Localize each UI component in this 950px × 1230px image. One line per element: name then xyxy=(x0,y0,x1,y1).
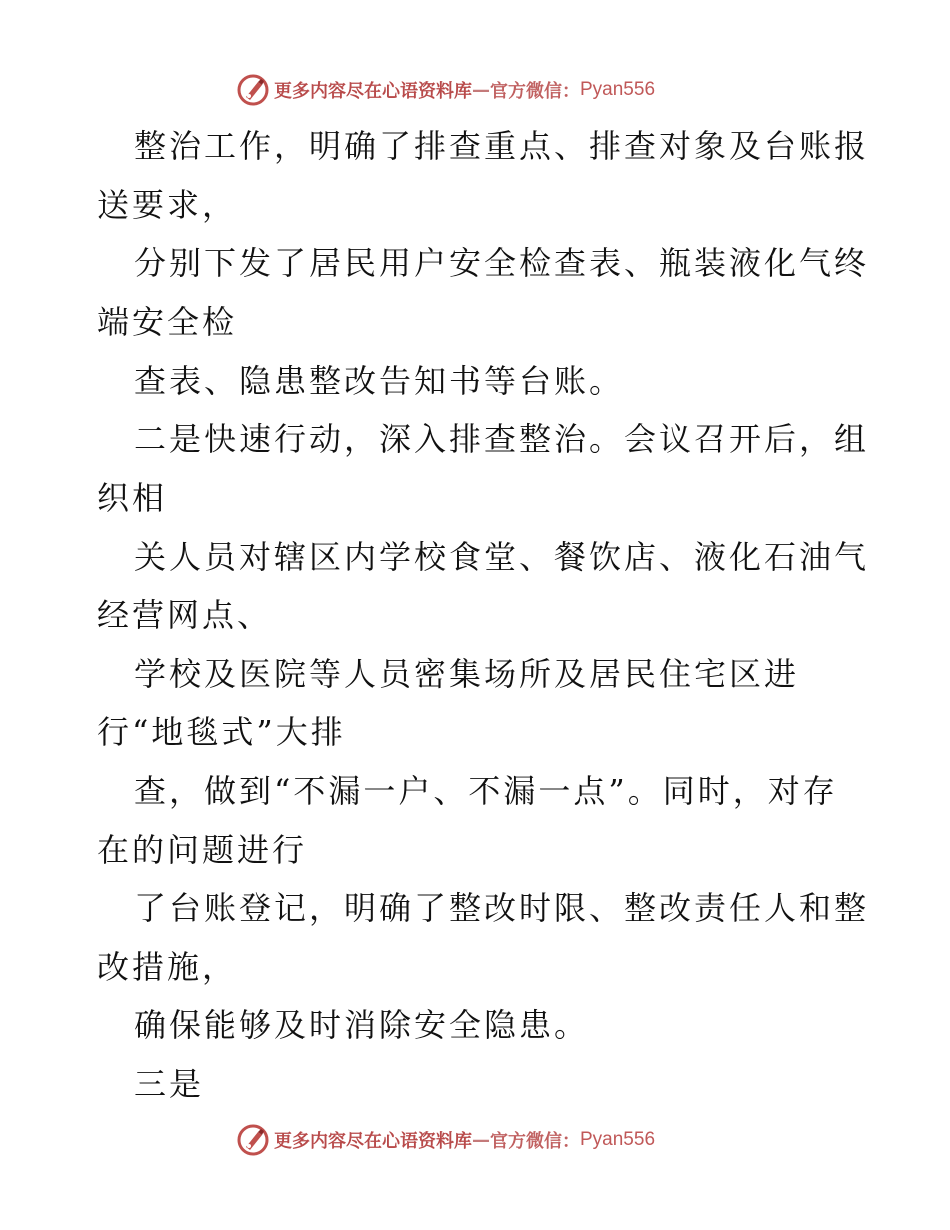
footer-site-text: 更多内容尽在心语资料库 xyxy=(274,1131,472,1152)
body-line: 在的问题进行 xyxy=(97,831,308,869)
body-line: 查表、隐患整改告知书等台账。 xyxy=(134,362,625,400)
body-line: 确保能够及时消除安全隐患。 xyxy=(134,1006,590,1044)
body-line: 了台账登记，明确了整改时限、整改责任人和整 xyxy=(134,889,870,927)
body-line: 分别下发了居民用户安全检查表、瓶装液化气终 xyxy=(134,244,870,282)
body-line: 二是快速行动，深入排查整治。会议召开后，组 xyxy=(134,420,870,458)
body-line: 关人员对辖区内学校食堂、餐饮店、液化石油气 xyxy=(134,538,870,576)
body-line: 整治工作，明确了排查重点、排查对象及台账报 xyxy=(134,127,870,165)
footer-wechat-id: Pyan556 xyxy=(580,1129,656,1150)
body-line: 送要求， xyxy=(97,186,238,224)
header-wechat-id: Pyan556 xyxy=(580,79,656,100)
body-line: 行“地毯式”大排 xyxy=(97,713,346,751)
body-line: 端安全检 xyxy=(97,303,238,341)
body-line: 改措施， xyxy=(97,948,238,986)
header-site-text: 更多内容尽在心语资料库 xyxy=(274,81,472,102)
footer-separator: — xyxy=(472,1129,490,1151)
footer-banner xyxy=(236,1122,655,1158)
body-line: 织相 xyxy=(97,479,168,517)
body-line: 三是 xyxy=(134,1065,205,1103)
header-banner xyxy=(236,72,655,108)
header-separator: — xyxy=(472,79,490,101)
body-line: 查，做到“不漏一户、不漏一点”。同时，对存 xyxy=(134,772,838,810)
header-wechat-label: 官方微信： xyxy=(490,81,580,102)
body-line: 经营网点、 xyxy=(97,596,273,634)
footer-wechat-label: 官方微信： xyxy=(490,1131,580,1152)
pen-nib-logo-icon xyxy=(236,1123,270,1157)
pen-nib-logo-icon xyxy=(236,73,270,107)
body-line: 学校及医院等人员密集场所及居民住宅区进 xyxy=(134,655,800,693)
